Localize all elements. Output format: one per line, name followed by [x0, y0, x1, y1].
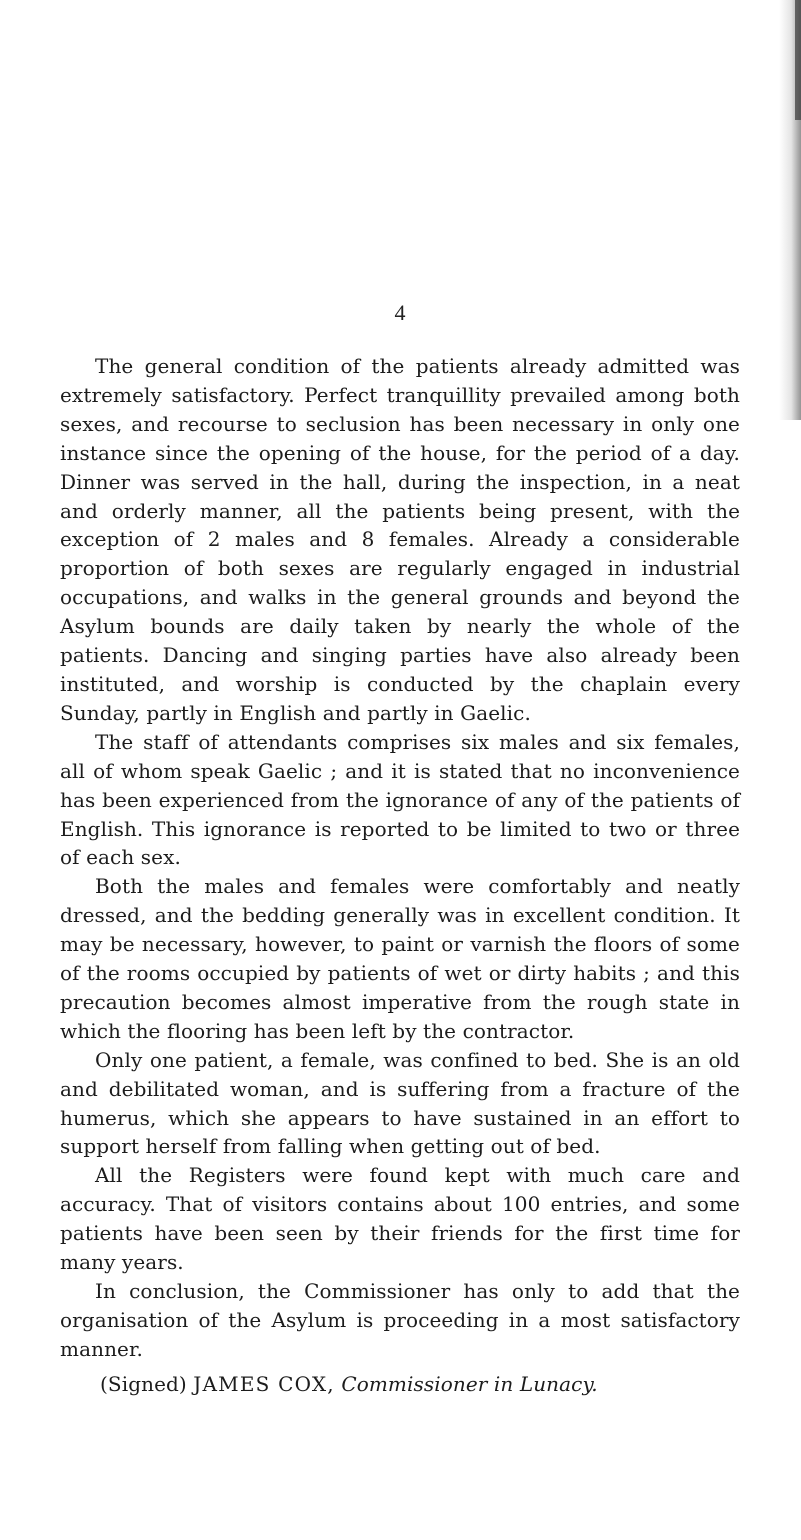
- signature-line: [60, 1370, 740, 1399]
- paragraph-registers: All the Registers were found kept with much care and accuracy. That of visitors contains about 100 entries, and some patients have been seen by their friends for the first time for many years.: [60, 1163, 740, 1275]
- paragraph-general-condition: The general condition of the patients already admitted was extremely satisfactory. Perfect tranquillity prevailed among both sexes, and recourse to seclusion has been necessary in only one instance since the opening of the house, for the period of a day. Dinner was served in the hall, during the inspection, in a neat and orderly manner, all the patients being present, with the exception of 2 males and 8 females. Already a considerable proportion of both sexes are regularly engaged in industrial occupations, and walks in the general grounds and beyond the Asylum bounds are daily taken by nearly the whole of the patients. Dancing and singing parties have also already been instituted, and worship is conducted by the chaplain every Sunday, partly in English and partly in Gaelic.: [60, 354, 740, 725]
- signed-label: (Signed): [100, 1371, 187, 1396]
- paragraph-clothing-bedding: Both the males and females were comfortably and neatly dressed, and the bedding generally was in excellent condition. It may be necessary, however, to paint or varnish the floors of some of the rooms occupied by patients of wet or dirty habits ; and this precaution becomes almost imperative from the rough state in which the flooring has been left by the contractor.: [60, 874, 740, 1043]
- document-body: [60, 352, 740, 1399]
- paragraph-staff-attendants: The staff of attendants comprises six males and six females, all of whom speak Gaelic ; and it is stated that no inconvenience has been experienced from the ignorance of any of the patients of English. This ignorance is reported to be limited to two or three of each sex.: [60, 729, 740, 870]
- page-edge-dark: [795, 0, 801, 120]
- paragraph-conclusion: In conclusion, the Commissioner has only to add that the organisation of the Asylum is proceeding in a most satisfactory manner.: [60, 1279, 740, 1361]
- paragraph-patient-confined: Only one patient, a female, was confined to bed. She is an old and debilitated woman, and is suffering from a fracture of the humerus, which she appears to have sustained in an effort to support herself from falling when getting out of bed.: [60, 1047, 740, 1159]
- signatory-name: JAMES COX,: [193, 1371, 335, 1396]
- signatory-title: Commissioner in Lunacy.: [341, 1371, 598, 1396]
- page-number: 4: [394, 300, 406, 325]
